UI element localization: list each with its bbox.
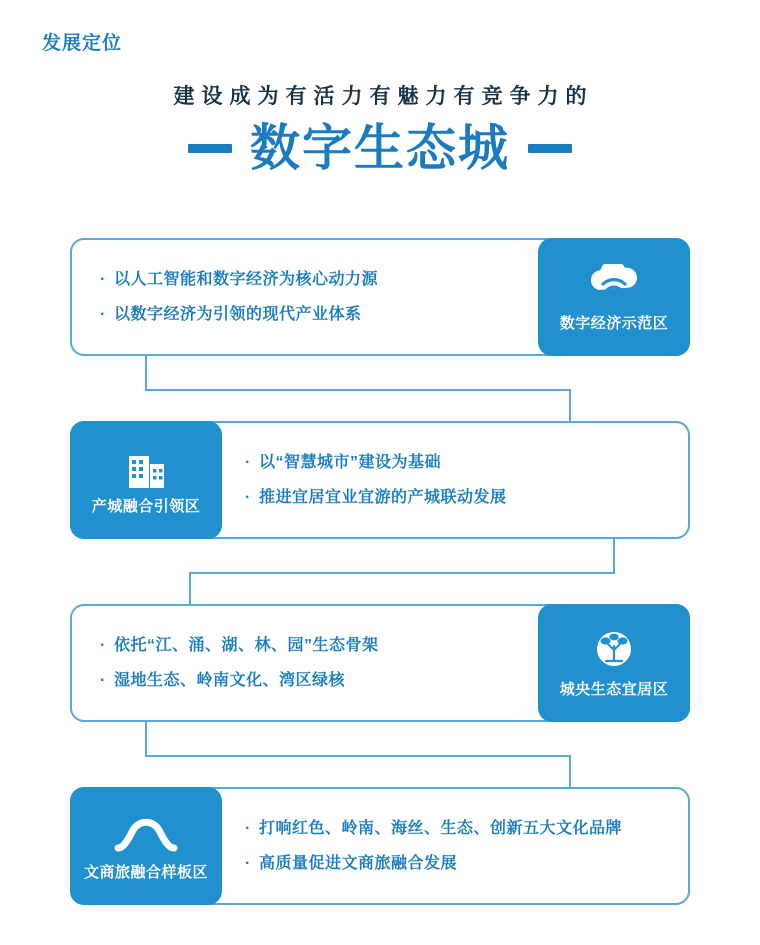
bullet-marker: · — [100, 270, 106, 288]
tree-circle-icon — [590, 628, 638, 674]
bullet-text: 推进宜居宜业宜游的产城联动发展 — [259, 489, 507, 506]
row-bullets — [245, 421, 660, 539]
row-label-text: 城央生态宜居区 — [559, 680, 669, 698]
bullet-marker: · — [245, 855, 251, 872]
row-bullets — [100, 604, 520, 722]
row-label-block[interactable] — [538, 238, 690, 356]
bullet-marker: · — [100, 306, 106, 323]
bullet-marker: · — [100, 636, 106, 654]
diagram-row[interactable] — [70, 238, 690, 356]
building-icon — [119, 445, 173, 491]
row-label-text: 文商旅融合样板区 — [83, 863, 208, 881]
row-bullets — [245, 787, 660, 905]
bullet-text: 打响红色、岭南、海丝、生态、创新五大文化品牌 — [259, 819, 623, 837]
wifi-cloud-icon — [585, 262, 643, 308]
bullet-marker: · — [245, 489, 251, 506]
list-item — [100, 671, 520, 690]
bullet-marker: · — [100, 672, 106, 689]
row-label-text: 产城融合引领区 — [91, 497, 201, 515]
row-label-block[interactable] — [70, 787, 222, 905]
list-item — [245, 819, 660, 838]
bullet-marker: · — [245, 453, 251, 471]
bullet-text: 以人工智能和数字经济为核心动力源 — [114, 270, 379, 288]
list-item — [100, 270, 520, 289]
bullet-text: 以数字经济为引领的现代产业体系 — [114, 306, 362, 323]
diagram-row[interactable] — [70, 787, 690, 905]
bullet-text: 湿地生态、岭南文化、湾区绿核 — [114, 672, 346, 689]
list-item — [245, 453, 660, 472]
diagram-row[interactable] — [70, 421, 690, 539]
row-label-block[interactable] — [538, 604, 690, 722]
row-bullets — [100, 238, 520, 356]
list-item — [100, 636, 520, 655]
bullet-text: 以“智慧城市”建设为基础 — [259, 453, 442, 471]
arch-bridge-icon — [110, 811, 182, 857]
row-label-block[interactable] — [70, 421, 222, 539]
list-item — [245, 854, 660, 873]
page-title: 发展定位 — [42, 33, 123, 54]
headline-main: 数字生态城 — [250, 120, 510, 176]
bullet-marker: · — [245, 819, 251, 837]
list-item — [100, 305, 520, 324]
diagram-row[interactable] — [70, 604, 690, 722]
list-item — [245, 488, 660, 507]
headline-subtitle: 建设成为有活力有魅力有竞争力的 — [173, 85, 594, 108]
bullet-text: 高质量促进文商旅融合发展 — [259, 855, 458, 872]
row-label-text: 数字经济示范区 — [559, 314, 669, 332]
bullet-text: 依托“江、涌、湖、林、园”生态骨架 — [114, 636, 379, 654]
